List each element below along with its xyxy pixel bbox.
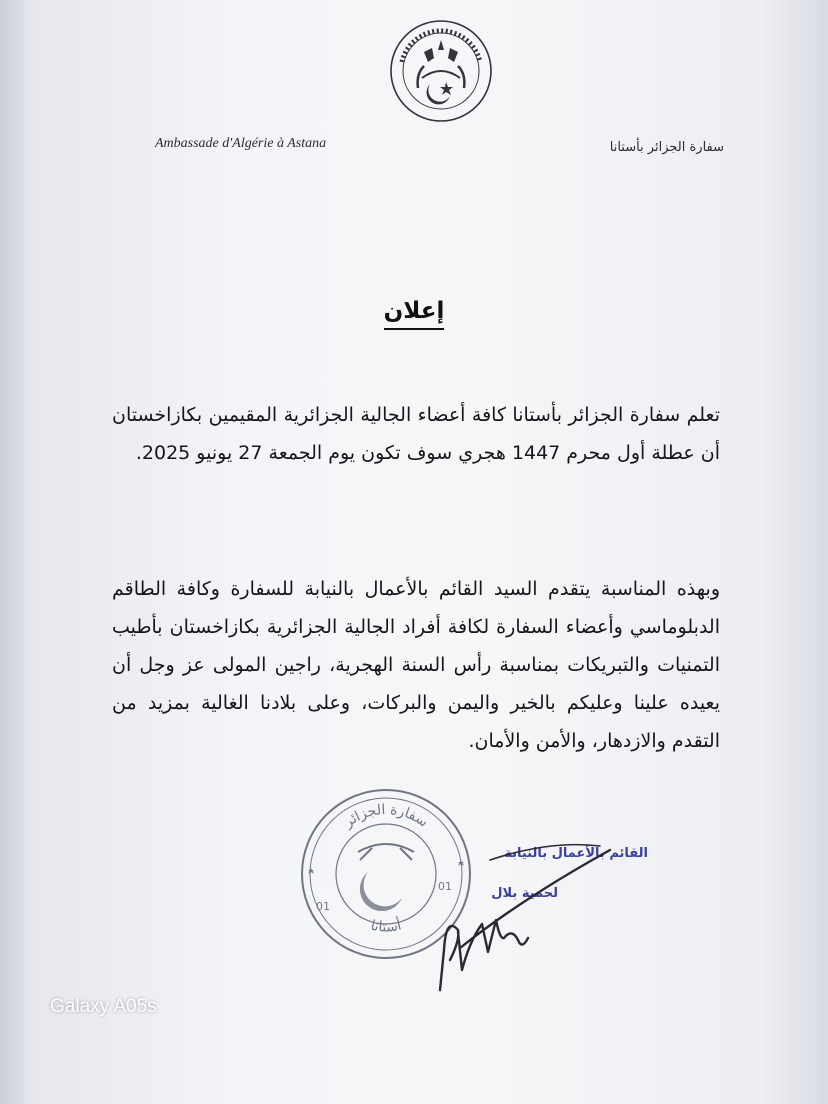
announcement-paragraph-1: تعلم سفارة الجزائر بأستانا كافة أعضاء الجالية الجزائرية المقيمين بكازاخستان أن عطلة أول محرم 1447 هجري سوف تكون يوم الجمعة 27 يونيو 2025. <box>112 404 720 464</box>
algeria-emblem-seal <box>388 18 494 124</box>
header-arabic: سفارة الجزائر بأستانا <box>609 140 724 155</box>
svg-text:أستانا <box>369 916 403 936</box>
stamp-left-number: 01 <box>316 900 330 913</box>
stamp-right-number: 01 <box>438 880 452 893</box>
signatory-title: القائم بالأعمال بالنيابة <box>504 846 648 861</box>
handwritten-signature <box>400 820 620 1000</box>
stamp-bottom-text: أستانا <box>369 917 403 936</box>
stamp-top-text: سفارة الجزائر <box>340 801 431 831</box>
document-title <box>0 298 828 324</box>
document-title-text: إعلان <box>384 298 445 330</box>
camera-watermark: Galaxy A05s <box>50 996 157 1017</box>
header-french: Ambassade d'Algérie à Astana <box>155 136 327 151</box>
announcement-paragraph-2: وبهذه المناسبة يتقدم السيد القائم بالأعمال بالنيابة للسفارة وكافة الطاقم الدبلوماسي وأعضاء السفارة لكافة أفراد الجالية الجزائرية بكازاخستان بأطيب التمنيات والتبريكات بمناسبة رأس السنة الهجرية، راجين المولى عز وجل أن يعيده علينا وعليكم بالخير واليمن والبركات، وعلى بلادنا الغالية بمزيد من التقدم والازدهار، والأمن والأمان. <box>112 578 720 752</box>
signatory-name: لحمية بلال <box>491 886 558 901</box>
